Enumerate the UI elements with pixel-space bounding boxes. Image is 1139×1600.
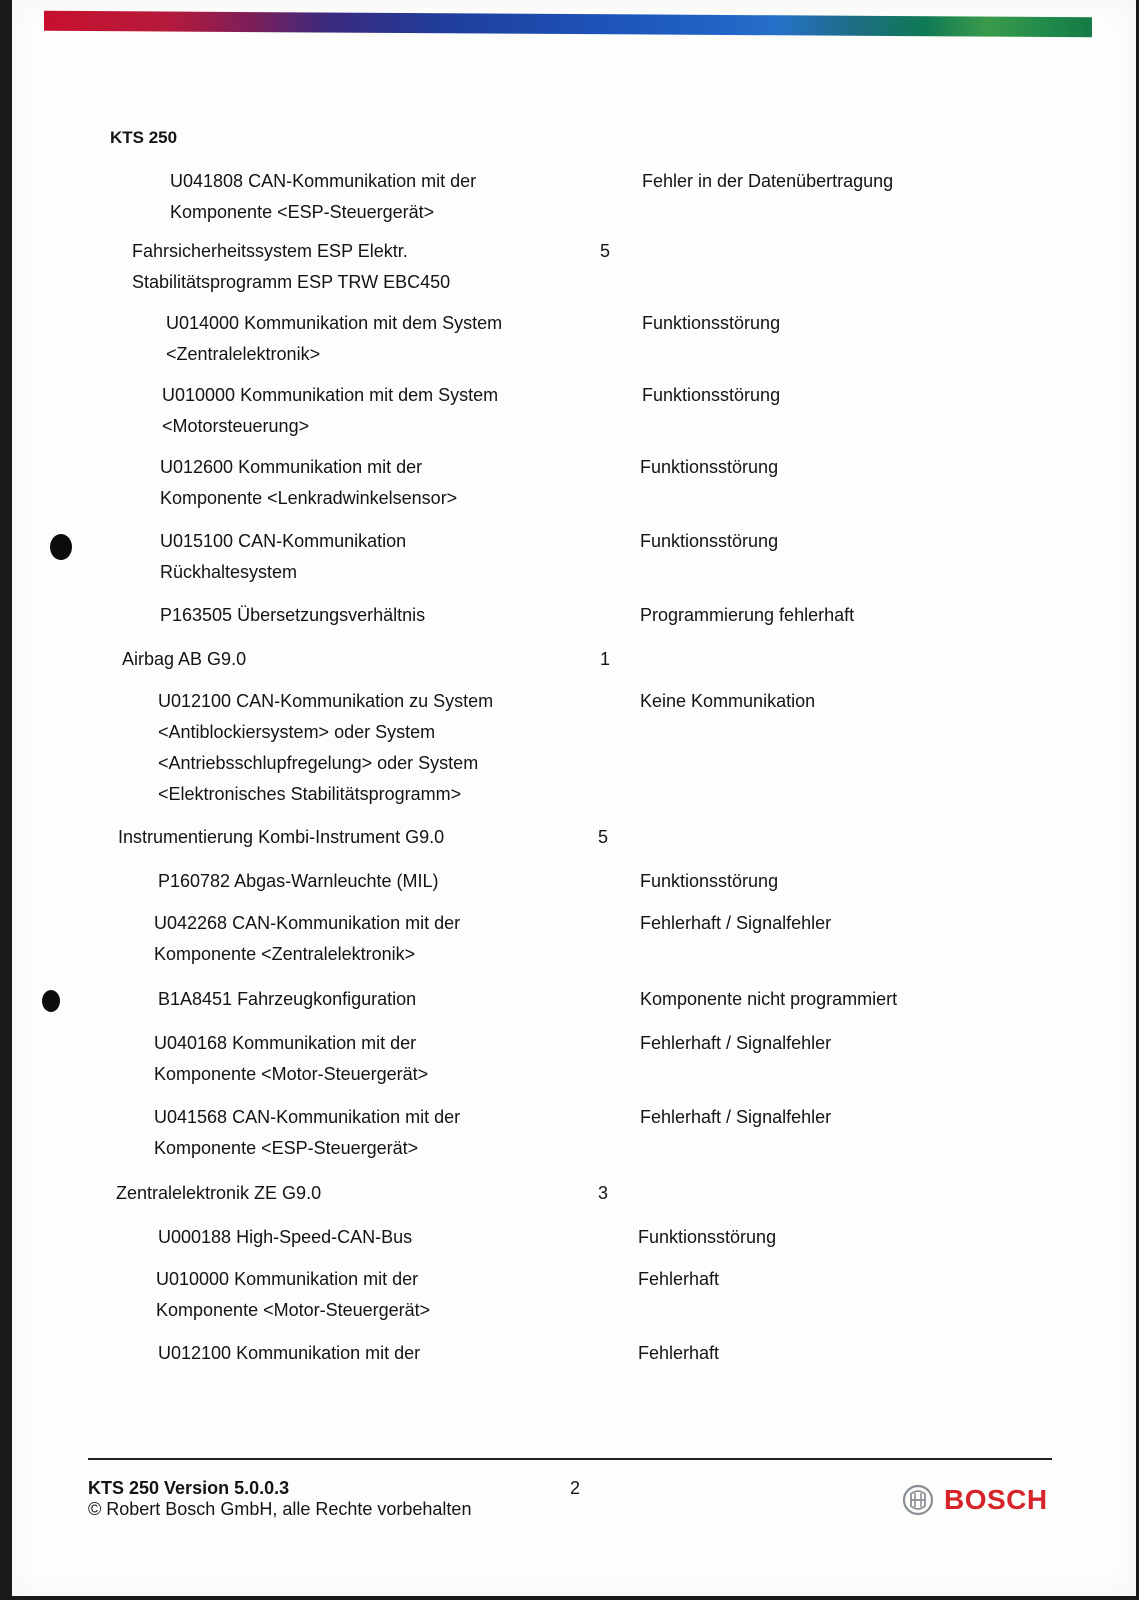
fault-description: U010000 Kommunikation mit dem System <Motorsteuerung> (162, 385, 499, 436)
fault-status: Funktionsstörung (640, 457, 779, 477)
fault-description: P163505 Übersetzungsverhältnis (160, 605, 426, 625)
fault-status: Funktionsstörung (642, 385, 781, 405)
system-name: Airbag AB G9.0 (122, 649, 247, 669)
fault-status: Fehlerhaft / Signalfehler (640, 913, 832, 933)
page-number: 2 (570, 1478, 581, 1498)
fault-status: Funktionsstörung (642, 313, 781, 333)
footer-version: KTS 250 Version 5.0.0.3 (88, 1478, 290, 1498)
brand-color-bar (44, 11, 1092, 37)
fault-description: U012600 Kommunikation mit der Komponente <Lenkradwinkelsensor> (160, 457, 458, 508)
fault-description: U012100 Kommunikation mit der (158, 1343, 421, 1363)
fault-status: Fehlerhaft / Signalfehler (640, 1033, 832, 1053)
fault-description: U041808 CAN-Kommunikation mit der Komponente <ESP-Steuergerät> (170, 171, 477, 222)
fault-description: U040168 Kommunikation mit der Komponente <Motor-Steuergerät> (154, 1033, 429, 1084)
fault-description: U012100 CAN-Kommunikation zu System <Antiblockiersystem> oder System <Antriebsschlupfregelung> oder System <Elektronisches Stabilitätsprogramm> (158, 691, 494, 804)
fault-status: Funktionsstörung (640, 531, 779, 551)
fault-status: Programmierung fehlerhaft (640, 605, 855, 625)
punch-hole (50, 534, 72, 560)
footer-divider (88, 1458, 1052, 1460)
system-name: Fahrsicherheitssystem ESP Elektr. Stabilitätsprogramm ESP TRW EBC450 (132, 241, 451, 292)
fault-description: U042268 CAN-Kommunikation mit der Komponente <Zentralelektronik> (154, 913, 461, 964)
fault-description: U014000 Kommunikation mit dem System <Zentralelektronik> (166, 313, 503, 364)
bosch-wordmark: BOSCH (944, 1484, 1048, 1515)
fault-description: U010000 Kommunikation mit der Komponente <Motor-Steuergerät> (156, 1269, 431, 1320)
document-page (12, 0, 1136, 1596)
fault-count: 1 (600, 649, 611, 669)
fault-status: Komponente nicht programmiert (640, 989, 898, 1009)
fault-status: Fehler in der Datenübertragung (642, 171, 894, 191)
fault-status: Keine Kommunikation (640, 691, 816, 711)
bosch-armature-icon (902, 1484, 934, 1516)
fault-status: Fehlerhaft (638, 1269, 720, 1289)
system-name: Instrumentierung Kombi-Instrument G9.0 (118, 827, 445, 847)
bosch-logo (902, 1484, 1048, 1516)
fault-status: Fehlerhaft (638, 1343, 720, 1363)
fault-description: P160782 Abgas-Warnleuchte (MIL) (158, 871, 439, 891)
fault-description: U041568 CAN-Kommunikation mit der Komponente <ESP-Steuergerät> (154, 1107, 461, 1158)
punch-hole (42, 990, 60, 1012)
system-name: Zentralelektronik ZE G9.0 (116, 1183, 322, 1203)
footer-info (88, 1478, 471, 1520)
fault-description: U000188 High-Speed-CAN-Bus (158, 1227, 413, 1247)
fault-status: Funktionsstörung (638, 1227, 777, 1247)
fault-status: Funktionsstörung (640, 871, 779, 891)
fault-count: 5 (600, 241, 611, 261)
fault-count: 5 (598, 827, 609, 847)
fault-status: Fehlerhaft / Signalfehler (640, 1107, 832, 1127)
footer-copyright: © Robert Bosch GmbH, alle Rechte vorbehalten (88, 1499, 472, 1519)
fault-description: U015100 CAN-Kommunikation Rückhaltesystem (160, 531, 407, 582)
fault-description: B1A8451 Fahrzeugkonfiguration (158, 989, 417, 1009)
document-title: KTS 250 (110, 128, 178, 147)
fault-count: 3 (598, 1183, 609, 1203)
